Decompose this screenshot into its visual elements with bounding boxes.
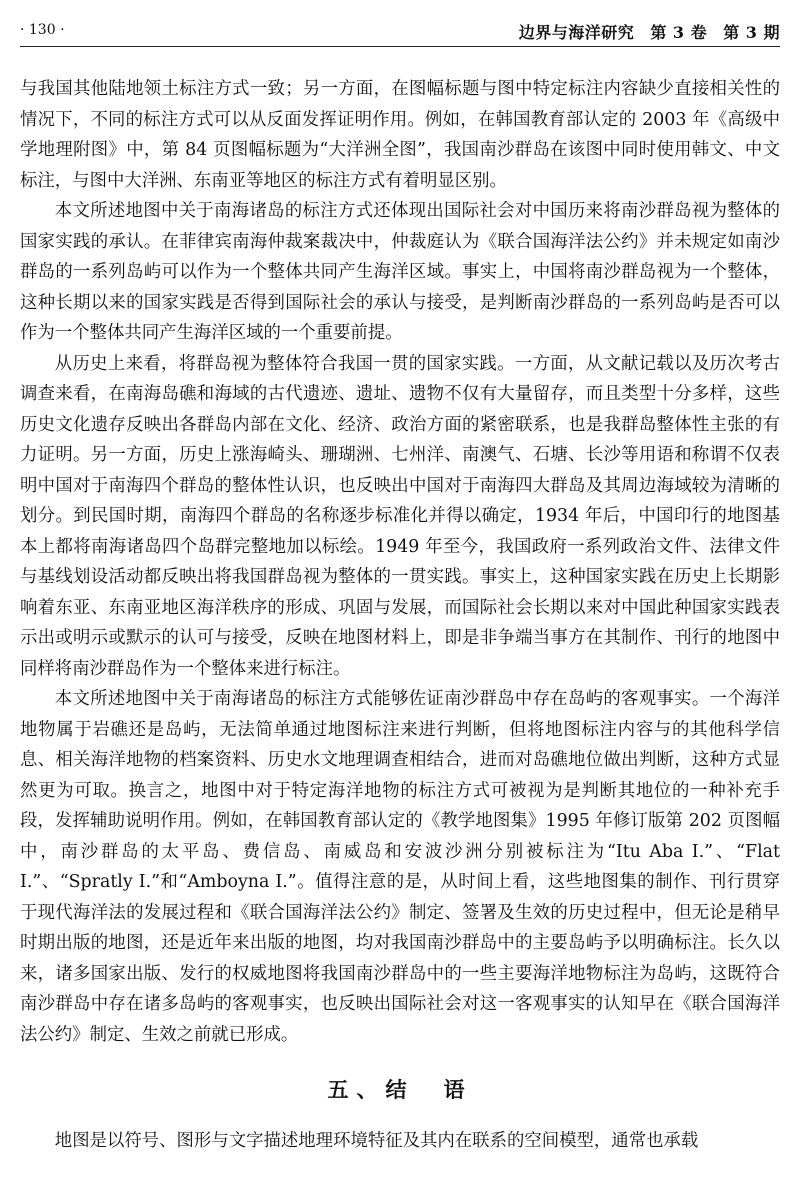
paragraph-conclusion-start: 地图是以符号、图形与文字描述地理环境特征及其内在联系的空间模型，通常也承载 — [54, 1131, 699, 1151]
journal-issue: 第 3 期 — [723, 23, 780, 42]
paragraph-islands-fact: 本文所述地图中关于南海诸岛的标注方式能够佐证南沙群岛中存在岛屿的客观事实。一个海洋地物属于岩礁还是岛屿，无法简单通过地图标注来进行判断，但将地图标注内容与的其他科学信息、相关海洋地物的档案资料、历史水文地理调查相结合，进而对岛礁地位做出判断，这种方式显然更为可取。换言之，地图中对于特定海洋地物的标注方式可被视为是判断其地位的一种补充手段，发挥辅助说明作用。例如，在韩国教育部认定的《教学地图集》1995 年修订版第 202 页图幅中，南沙群岛的太平岛、费信岛、南威岛和安波沙洲分别被标注为“Itu Aba I.”、“Flat I.”、“Spratly I.”和“Amboyna I.”。值得注意的是，从时间上看，这些地图集的制作、刊行贯穿于现代海洋法的发展过程和《联合国海洋法公约》制定、签署及生效的历史过程中，但无论是稍早时期出版的地图，还是近年来出版的地图，均对我国南沙群岛中的主要岛屿予以明确标注。长久以来，诸多国家出版、发行的权威地图将我国南沙群岛中的一些主要海洋地物标注为岛屿，这既符合南沙群岛中存在诸多岛屿的客观事实，也反映出国际社会对这一客观事实的认知早在《联合国海洋法公约》制定、生效之前就已形成。 — [20, 689, 780, 1045]
journal-title: 边界与海洋研究 — [518, 23, 635, 42]
section-heading-conclusion: 五、结 语 — [327, 1077, 473, 1102]
paragraph-continuation: 与我国其他陆地领土标注方式一致；另一方面，在图幅标题与图中特定标注内容缺少直接相关性的情况下，不同的标注方式可以从反面发挥证明作用。例如，在韩国教育部认定的 2003 年《高级中学地理附图》中，第 84 页图幅标题为“大洋洲全图”，我国南沙群岛在该图中同时使用韩文、中文标注，与图中大洋洲、东南亚等地区的标注方式有着明显区别。 — [20, 79, 780, 191]
article-body — [20, 74, 780, 1157]
page-number: · 130 · — [20, 22, 65, 38]
paragraph-historical-practice: 从历史上来看，将群岛视为整体符合我国一贯的国家实践。一方面，从文献记载以及历次考古调查来看，在南海岛礁和海域的古代遗迹、遗址、遗物不仅有大量留存，而且类型十分多样，这些历史文化遗存反映出各群岛内部在文化、经济、政治方面的紧密联系，也是我群岛整体性主张的有力证明。另一方面，历史上涨海崎头、珊瑚洲、七州洋、南澳气、石塘、长沙等用语和称谓不仅表明中国对于南海四个群岛的整体性认识，也反映出中国对于南海四大群岛及其周边海域较为清晰的划分。到民国时期，南海四个群岛的名称逐步标准化并得以确定，1934 年后，中国印行的地图基本上都将南海诸岛四个岛群完整地加以标绘。1949 年至今，我国政府一系列政治文件、法律文件与基线划设活动都反映出将我国群岛视为整体的一贯实践。事实上，这种国家实践在历史上长期影响着东亚、东南亚地区海洋秩序的形成、巩固与发展，而国际社会长期以来对中国此种国家实践表示出或明示或默示的认可与接受，反映在地图材料上，即是非争端当事方在其制作、刊行的地图中同样将南沙群岛作为一个整体来进行标注。 — [20, 353, 780, 679]
header-rule — [20, 46, 780, 47]
paragraph-recognition-of-whole: 本文所述地图中关于南海诸岛的标注方式还体现出国际社会对中国历来将南沙群岛视为整体的国家实践的承认。在菲律宾南海仲裁案裁决中，仲裁庭认为《联合国海洋法公约》并未规定如南沙群岛的一系列岛屿可以作为一个整体共同产生海洋区域。事实上，中国将南沙群岛视为一个整体，这种长期以来的国家实践是否得到国际社会的承认与接受，是判断南沙群岛的一系列岛屿是否可以作为一个整体共同产生海洋区域的一个重要前提。 — [20, 201, 780, 343]
journal-volume: 第 3 卷 — [650, 23, 708, 42]
running-title — [509, 20, 780, 43]
